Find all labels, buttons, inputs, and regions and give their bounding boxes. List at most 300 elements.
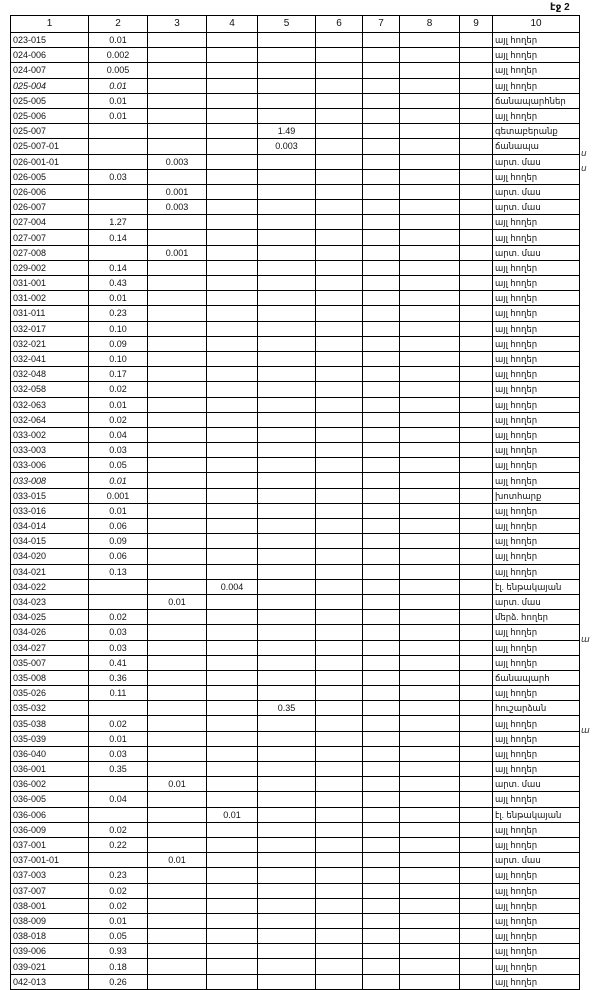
table-cell-c2 [89,139,148,154]
table-row [11,564,580,579]
table-cell-c8 [400,412,460,427]
table-cell-c9 [460,230,493,245]
table-cell-c10: այլ հողեր [493,625,580,640]
table-cell-c10: այլ հողեր [493,746,580,761]
table-cell-c5 [258,655,316,670]
table-cell-c9 [460,929,493,944]
table-cell-c5 [258,837,316,852]
table-cell-c9 [460,853,493,868]
table-cell-c6 [316,625,363,640]
table-cell-c10: հուշարձան [493,701,580,716]
table-row [11,124,580,139]
table-cell-c2: 0.22 [89,837,148,852]
column-header: 10 [493,16,580,33]
table-cell-c6 [316,184,363,199]
table-cell-c5 [258,48,316,63]
table-cell-c2: 0.01 [89,108,148,123]
table-cell-c8 [400,260,460,275]
table-cell-c7 [363,716,400,731]
table-cell-c9 [460,944,493,959]
table-cell-c5 [258,974,316,989]
table-cell-c5 [258,382,316,397]
table-row [11,336,580,351]
table-cell-c2: 0.01 [89,473,148,488]
table-cell-c1: 036-009 [11,822,89,837]
table-cell-c7 [363,200,400,215]
table-cell-c2: 0.02 [89,412,148,427]
table-cell-c3 [148,731,207,746]
table-cell-c1: 035-038 [11,716,89,731]
table-cell-c5 [258,427,316,442]
table-row [11,427,580,442]
table-cell-c2: 0.36 [89,670,148,685]
table-row [11,276,580,291]
table-cell-c7 [363,579,400,594]
table-cell-c1: 035-007 [11,655,89,670]
table-cell-c7 [363,898,400,913]
table-cell-c10: այլ հողեր [493,412,580,427]
table-cell-c3 [148,549,207,564]
table-row [11,306,580,321]
table-cell-c10: այլ հողեր [493,959,580,974]
table-cell-c7 [363,594,400,609]
table-row [11,169,580,184]
table-cell-c10: այլ հողեր [493,382,580,397]
table-cell-c7 [363,139,400,154]
table-cell-c8 [400,762,460,777]
table-cell-c6 [316,974,363,989]
page-number-label: էջ 2 [550,2,570,13]
table-cell-c3 [148,443,207,458]
table-cell-c4 [207,397,258,412]
table-cell-c7 [363,822,400,837]
table-cell-c6 [316,473,363,488]
table-cell-c8 [400,640,460,655]
table-cell-c5 [258,336,316,351]
table-cell-c7 [363,746,400,761]
table-cell-c10: այլ հողեր [493,78,580,93]
table-cell-c3: 0.003 [148,154,207,169]
table-cell-c2: 0.03 [89,625,148,640]
table-cell-c1: 034-014 [11,519,89,534]
table-cell-c3 [148,382,207,397]
table-cell-c5 [258,245,316,260]
table-row [11,762,580,777]
table-cell-c1: 037-003 [11,868,89,883]
table-cell-c10: մերձ. հողեր [493,610,580,625]
table-cell-c8 [400,63,460,78]
table-cell-c3 [148,640,207,655]
table-cell-c2: 0.01 [89,78,148,93]
table-cell-c6 [316,762,363,777]
table-cell-c3 [148,762,207,777]
table-cell-c7 [363,321,400,336]
table-row [11,701,580,716]
table-cell-c4 [207,913,258,928]
table-cell-c3 [148,124,207,139]
table-cell-c7 [363,276,400,291]
table-cell-c8 [400,306,460,321]
table-cell-c7 [363,48,400,63]
column-header: 9 [460,16,493,33]
table-cell-c4 [207,549,258,564]
table-cell-c5 [258,412,316,427]
table-row [11,746,580,761]
table-cell-c6 [316,443,363,458]
table-cell-c9 [460,579,493,594]
table-row [11,78,580,93]
table-cell-c2: 0.03 [89,746,148,761]
table-cell-c7 [363,959,400,974]
table-cell-c6 [316,427,363,442]
table-cell-c8 [400,822,460,837]
table-row [11,382,580,397]
table-cell-c8 [400,519,460,534]
table-cell-c6 [316,549,363,564]
table-row [11,534,580,549]
table-cell-c4 [207,306,258,321]
table-cell-c6 [316,564,363,579]
table-cell-c7 [363,473,400,488]
table-cell-c9 [460,549,493,564]
table-cell-c6 [316,291,363,306]
table-cell-c1: 039-021 [11,959,89,974]
table-cell-c3 [148,944,207,959]
table-cell-c3 [148,397,207,412]
table-cell-c2: 0.01 [89,503,148,518]
table-cell-c6 [316,701,363,716]
table-cell-c2: 0.04 [89,792,148,807]
table-cell-c10: այլ հողեր [493,655,580,670]
table-cell-c2: 0.35 [89,762,148,777]
table-cell-c3 [148,367,207,382]
table-cell-c9 [460,868,493,883]
table-cell-c1: 036-002 [11,777,89,792]
table-cell-c10: այլ հողեր [493,974,580,989]
table-cell-c1: 036-006 [11,807,89,822]
table-row [11,822,580,837]
table-cell-c5 [258,458,316,473]
table-cell-c8 [400,792,460,807]
table-cell-c5: 1.49 [258,124,316,139]
table-cell-c3 [148,929,207,944]
table-cell-c4 [207,473,258,488]
table-cell-c5 [258,564,316,579]
table-cell-c4 [207,929,258,944]
table-cell-c6 [316,230,363,245]
table-cell-c5 [258,78,316,93]
table-cell-c9 [460,701,493,716]
table-row [11,412,580,427]
table-cell-c7 [363,215,400,230]
table-cell-c4 [207,108,258,123]
table-cell-c4 [207,291,258,306]
table-cell-c3 [148,93,207,108]
table-cell-c1: 033-008 [11,473,89,488]
table-cell-c9 [460,974,493,989]
table-cell-c3 [148,564,207,579]
table-cell-c4 [207,503,258,518]
table-cell-c4 [207,883,258,898]
table-cell-c2 [89,124,148,139]
table-cell-c2: 0.14 [89,230,148,245]
table-cell-c7 [363,124,400,139]
table-cell-c1: 038-009 [11,913,89,928]
table-cell-c9 [460,33,493,48]
table-cell-c7 [363,230,400,245]
table-cell-c5 [258,519,316,534]
table-cell-c3 [148,139,207,154]
table-cell-c3 [148,427,207,442]
table-cell-c8 [400,913,460,928]
table-cell-c1: 023-015 [11,33,89,48]
table-cell-c8 [400,351,460,366]
table-cell-c4 [207,93,258,108]
table-cell-c9 [460,124,493,139]
table-cell-c9 [460,807,493,822]
table-cell-c6 [316,898,363,913]
table-cell-c2: 0.26 [89,974,148,989]
table-cell-c7 [363,701,400,716]
table-row [11,974,580,989]
table-cell-c2: 0.14 [89,260,148,275]
table-row [11,610,580,625]
table-cell-c10: այլ հողեր [493,169,580,184]
table-cell-c1: 025-006 [11,108,89,123]
table-cell-c6 [316,534,363,549]
table-cell-c7 [363,443,400,458]
table-cell-c8 [400,534,460,549]
table-cell-c4 [207,33,258,48]
table-cell-c3 [148,837,207,852]
table-cell-c10: արտ. մաս [493,777,580,792]
table-cell-c4 [207,351,258,366]
table-cell-c5: 0.35 [258,701,316,716]
table-row [11,184,580,199]
table-cell-c5 [258,944,316,959]
table-cell-c7 [363,336,400,351]
table-cell-c2: 0.41 [89,655,148,670]
table-cell-c2: 0.01 [89,93,148,108]
table-row [11,929,580,944]
table-cell-c5 [258,108,316,123]
table-cell-c3 [148,260,207,275]
column-header: 1 [11,16,89,33]
table-cell-c8 [400,108,460,123]
table-cell-c4 [207,610,258,625]
table-cell-c10: խոտհարք [493,488,580,503]
table-cell-c5 [258,610,316,625]
table-cell-c10: այլ հողեր [493,944,580,959]
table-cell-c2: 1.27 [89,215,148,230]
table-cell-c3 [148,78,207,93]
table-cell-c8 [400,291,460,306]
table-cell-c4 [207,822,258,837]
table-cell-c3 [148,306,207,321]
table-cell-c4 [207,139,258,154]
table-cell-c2: 0.02 [89,898,148,913]
table-cell-c4 [207,245,258,260]
table-cell-c9 [460,63,493,78]
table-cell-c1: 031-002 [11,291,89,306]
table-cell-c9 [460,336,493,351]
table-cell-c6 [316,48,363,63]
table-cell-c2: 0.01 [89,33,148,48]
table-cell-c3 [148,534,207,549]
table-cell-c1: 032-058 [11,382,89,397]
table-cell-c1: 032-021 [11,336,89,351]
column-header: 5 [258,16,316,33]
table-cell-c3 [148,868,207,883]
table-cell-c8 [400,276,460,291]
table-cell-c8 [400,200,460,215]
table-cell-c4 [207,382,258,397]
table-cell-c5 [258,397,316,412]
table-cell-c9 [460,762,493,777]
table-cell-c9 [460,670,493,685]
table-cell-c10: ճանապարհներ [493,93,580,108]
table-cell-c7 [363,670,400,685]
table-cell-c1: 034-022 [11,579,89,594]
table-cell-c4 [207,837,258,852]
table-cell-c4 [207,367,258,382]
table-cell-c2: 0.02 [89,716,148,731]
table-cell-c2 [89,777,148,792]
table-cell-c3 [148,215,207,230]
table-cell-c9 [460,306,493,321]
table-cell-c5 [258,63,316,78]
table-cell-c4 [207,792,258,807]
table-cell-c5 [258,549,316,564]
table-cell-c3: 0.001 [148,184,207,199]
table-cell-c9 [460,427,493,442]
table-cell-c9 [460,655,493,670]
table-cell-c7 [363,503,400,518]
table-cell-c6 [316,78,363,93]
table-cell-c2 [89,807,148,822]
table-cell-c6 [316,397,363,412]
table-cell-c3 [148,913,207,928]
margin-note: ա [581,634,590,644]
table-cell-c10: այլ հողեր [493,336,580,351]
table-cell-c9 [460,93,493,108]
table-cell-c1: 034-020 [11,549,89,564]
table-row [11,351,580,366]
table-cell-c3: 0.01 [148,777,207,792]
table-row [11,625,580,640]
table-cell-c8 [400,898,460,913]
table-cell-c10: այլ հողեր [493,473,580,488]
table-cell-c6 [316,746,363,761]
table-cell-c4 [207,154,258,169]
table-cell-c6 [316,382,363,397]
table-cell-c9 [460,367,493,382]
table-cell-c3: 0.01 [148,594,207,609]
table-cell-c2 [89,579,148,594]
table-cell-c7 [363,974,400,989]
table-cell-c6 [316,913,363,928]
table-cell-c8 [400,427,460,442]
table-cell-c4 [207,670,258,685]
table-cell-c7 [363,883,400,898]
table-cell-c3 [148,959,207,974]
table-cell-c2: 0.03 [89,640,148,655]
table-cell-c2 [89,245,148,260]
table-cell-c9 [460,610,493,625]
table-cell-c9 [460,48,493,63]
table-cell-c2 [89,594,148,609]
table-cell-c2: 0.01 [89,731,148,746]
table-cell-c8 [400,837,460,852]
table-cell-c4 [207,944,258,959]
table-cell-c7 [363,488,400,503]
table-cell-c4 [207,534,258,549]
table-cell-c8 [400,473,460,488]
table-cell-c3 [148,883,207,898]
table-cell-c1: 034-021 [11,564,89,579]
table-cell-c8 [400,78,460,93]
table-cell-c4 [207,853,258,868]
table-cell-c10: արտ. մաս [493,853,580,868]
table-cell-c10: այլ հողեր [493,731,580,746]
table-cell-c3 [148,488,207,503]
table-row [11,230,580,245]
table-cell-c3 [148,33,207,48]
table-cell-c3 [148,610,207,625]
table-cell-c1: 033-015 [11,488,89,503]
table-cell-c7 [363,306,400,321]
table-cell-c2: 0.04 [89,427,148,442]
column-header: 8 [400,16,460,33]
table-cell-c7 [363,382,400,397]
table-cell-c8 [400,670,460,685]
table-cell-c10: այլ հողեր [493,427,580,442]
table-cell-c5 [258,276,316,291]
table-cell-c3 [148,63,207,78]
table-cell-c6 [316,276,363,291]
table-cell-c6 [316,716,363,731]
table-row [11,777,580,792]
table-cell-c2: 0.43 [89,276,148,291]
table-cell-c6 [316,306,363,321]
table-cell-c7 [363,33,400,48]
table-cell-c2: 0.001 [89,488,148,503]
margin-note: ա [581,725,590,736]
table-cell-c2: 0.06 [89,519,148,534]
table-cell-c8 [400,655,460,670]
table-cell-c1: 033-016 [11,503,89,518]
table-cell-c4 [207,898,258,913]
table-cell-c8 [400,397,460,412]
table-cell-c5 [258,154,316,169]
table-cell-c9 [460,519,493,534]
table-cell-c7 [363,78,400,93]
table-row [11,519,580,534]
table-cell-c9 [460,245,493,260]
table-cell-c6 [316,108,363,123]
table-cell-c5 [258,473,316,488]
table-cell-c3 [148,701,207,716]
table-cell-c7 [363,625,400,640]
table-cell-c5 [258,33,316,48]
table-cell-c10: այլ հողեր [493,549,580,564]
table-cell-c3 [148,686,207,701]
table-cell-c2: 0.01 [89,913,148,928]
table-cell-c10: էլ. ենթակայան [493,807,580,822]
table-row [11,913,580,928]
table-cell-c2: 0.01 [89,397,148,412]
table-cell-c8 [400,853,460,868]
